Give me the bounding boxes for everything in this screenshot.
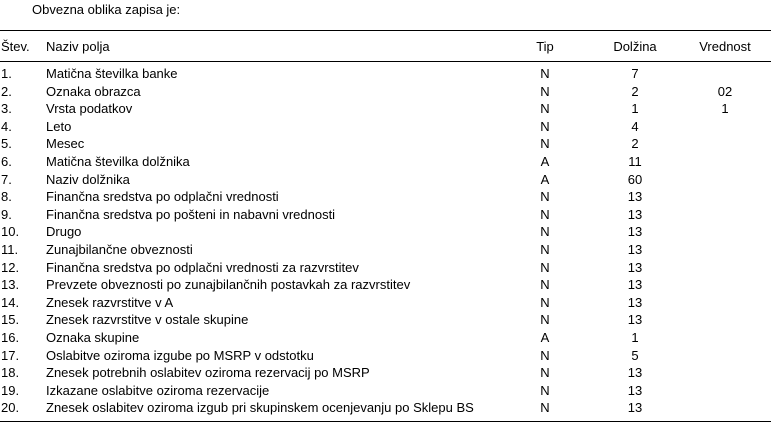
field-table bbox=[0, 30, 771, 422]
row-name: Znesek razvrstitve v ostale skupine bbox=[46, 312, 249, 328]
row-type: N bbox=[540, 101, 550, 117]
row-num: 5. bbox=[1, 136, 12, 152]
table-row bbox=[0, 347, 771, 365]
row-num: 1. bbox=[1, 66, 12, 81]
row-num: 10. bbox=[1, 224, 20, 240]
row-type: N bbox=[540, 66, 550, 81]
table-row bbox=[0, 329, 771, 347]
row-num: 7. bbox=[1, 171, 12, 187]
row-type: N bbox=[540, 136, 550, 152]
row-type: N bbox=[540, 206, 550, 222]
row-type: N bbox=[540, 83, 550, 99]
row-num: 18. bbox=[1, 365, 20, 381]
row-type: N bbox=[540, 224, 550, 240]
table-row bbox=[0, 294, 771, 312]
table-row bbox=[0, 399, 771, 417]
row-length: 13 bbox=[627, 365, 643, 381]
row-name: Znesek oslabitev oziroma izgub pri skupinskem ocenjevanju po Sklepu BS bbox=[46, 400, 474, 416]
row-num: 8. bbox=[1, 189, 12, 205]
row-name: Zunajbilančne obveznosti bbox=[46, 241, 193, 257]
row-name: Matična številka dolžnika bbox=[46, 153, 190, 169]
row-num: 4. bbox=[1, 118, 12, 134]
table-row bbox=[0, 171, 771, 189]
row-type: N bbox=[540, 365, 550, 381]
row-length: 13 bbox=[627, 400, 643, 416]
header-name: Naziv polja bbox=[46, 39, 110, 54]
header-type: Tip bbox=[536, 39, 554, 54]
row-name: Leto bbox=[46, 118, 72, 134]
row-name: Prevzete obveznosti po zunajbilančnih postavkah za razvrstitev bbox=[46, 277, 411, 293]
row-num: 2. bbox=[1, 83, 12, 99]
row-type: A bbox=[540, 153, 550, 169]
row-num: 14. bbox=[1, 294, 20, 310]
table-row bbox=[0, 364, 771, 382]
row-length: 5 bbox=[631, 347, 639, 363]
row-value: 1 bbox=[721, 101, 729, 117]
table-row bbox=[0, 206, 771, 224]
row-name: Znesek razvrstitve v A bbox=[46, 294, 174, 310]
table-row bbox=[0, 65, 771, 83]
row-length: 7 bbox=[631, 66, 639, 81]
row-length: 1 bbox=[631, 329, 639, 345]
table-row bbox=[0, 188, 771, 206]
table-body bbox=[0, 62, 771, 421]
row-length: 4 bbox=[631, 118, 639, 134]
row-name: Finančna sredstva po odplačni vrednosti za razvrstitev bbox=[46, 259, 359, 275]
table-row bbox=[0, 118, 771, 136]
row-type: N bbox=[540, 189, 550, 205]
row-length: 13 bbox=[627, 382, 643, 398]
table-row bbox=[0, 259, 771, 277]
table-row bbox=[0, 153, 771, 171]
row-length: 1 bbox=[631, 101, 639, 117]
row-type: N bbox=[540, 347, 550, 363]
row-name: Matična številka banke bbox=[46, 66, 178, 81]
header-value: Vrednost bbox=[699, 39, 751, 54]
row-name: Naziv dolžnika bbox=[46, 171, 130, 187]
row-name: Drugo bbox=[46, 224, 82, 240]
row-num: 16. bbox=[1, 329, 20, 345]
row-num: 9. bbox=[1, 206, 12, 222]
row-length: 13 bbox=[627, 224, 643, 240]
row-type: A bbox=[540, 171, 550, 187]
row-length: 11 bbox=[628, 153, 642, 169]
row-type: N bbox=[540, 259, 550, 275]
row-length: 13 bbox=[627, 241, 643, 257]
row-type: N bbox=[540, 382, 550, 398]
row-type: N bbox=[540, 400, 550, 416]
row-type: N bbox=[540, 118, 550, 134]
row-length: 13 bbox=[627, 206, 643, 222]
header-length: Dolžina bbox=[613, 39, 657, 54]
row-type: N bbox=[540, 294, 550, 310]
row-length: 13 bbox=[627, 312, 643, 328]
header-num: Štev. bbox=[1, 39, 30, 54]
row-name: Znesek potrebnih oslabitev oziroma rezervacij po MSRP bbox=[46, 365, 370, 381]
row-name: Finančna sredstva po odplačni vrednosti bbox=[46, 189, 279, 205]
row-length: 2 bbox=[631, 83, 639, 99]
table-header bbox=[0, 31, 771, 61]
row-length: 2 bbox=[631, 136, 639, 152]
table-row bbox=[0, 276, 771, 294]
row-type: N bbox=[540, 277, 550, 293]
table-row bbox=[0, 241, 771, 259]
row-num: 20. bbox=[1, 400, 20, 416]
table-bottom-rule bbox=[0, 421, 771, 422]
table-row bbox=[0, 135, 771, 153]
row-length: 13 bbox=[627, 277, 643, 293]
row-num: 3. bbox=[1, 101, 12, 117]
row-type: N bbox=[540, 241, 550, 257]
row-value: 02 bbox=[717, 83, 733, 99]
table-row bbox=[0, 311, 771, 329]
row-name: Vrsta podatkov bbox=[46, 101, 133, 117]
row-name: Oslabitve oziroma izgube po MSRP v odstotku bbox=[46, 347, 314, 363]
row-num: 6. bbox=[1, 153, 12, 169]
table-row bbox=[0, 100, 771, 118]
row-type: A bbox=[540, 329, 550, 345]
row-num: 11. bbox=[1, 241, 19, 257]
row-name: Izkazane oslabitve oziroma rezervacije bbox=[46, 382, 270, 398]
row-name: Oznaka skupine bbox=[46, 329, 140, 345]
table-row bbox=[0, 83, 771, 101]
table-row bbox=[0, 223, 771, 241]
row-length: 60 bbox=[627, 171, 643, 187]
row-type: N bbox=[540, 312, 550, 328]
row-name: Mesec bbox=[46, 136, 85, 152]
row-name: Oznaka obrazca bbox=[46, 83, 141, 99]
table-row bbox=[0, 382, 771, 400]
row-num: 12. bbox=[1, 259, 20, 275]
row-length: 13 bbox=[627, 259, 643, 275]
row-num: 19. bbox=[1, 382, 20, 398]
row-name: Finančna sredstva po pošteni in nabavni vrednosti bbox=[46, 206, 336, 222]
row-num: 17. bbox=[1, 347, 20, 363]
intro-text: Obvezna oblika zapisa je: bbox=[32, 2, 181, 17]
row-num: 13. bbox=[1, 277, 20, 293]
row-num: 15. bbox=[1, 312, 20, 328]
row-length: 13 bbox=[627, 294, 643, 310]
row-length: 13 bbox=[627, 189, 643, 205]
